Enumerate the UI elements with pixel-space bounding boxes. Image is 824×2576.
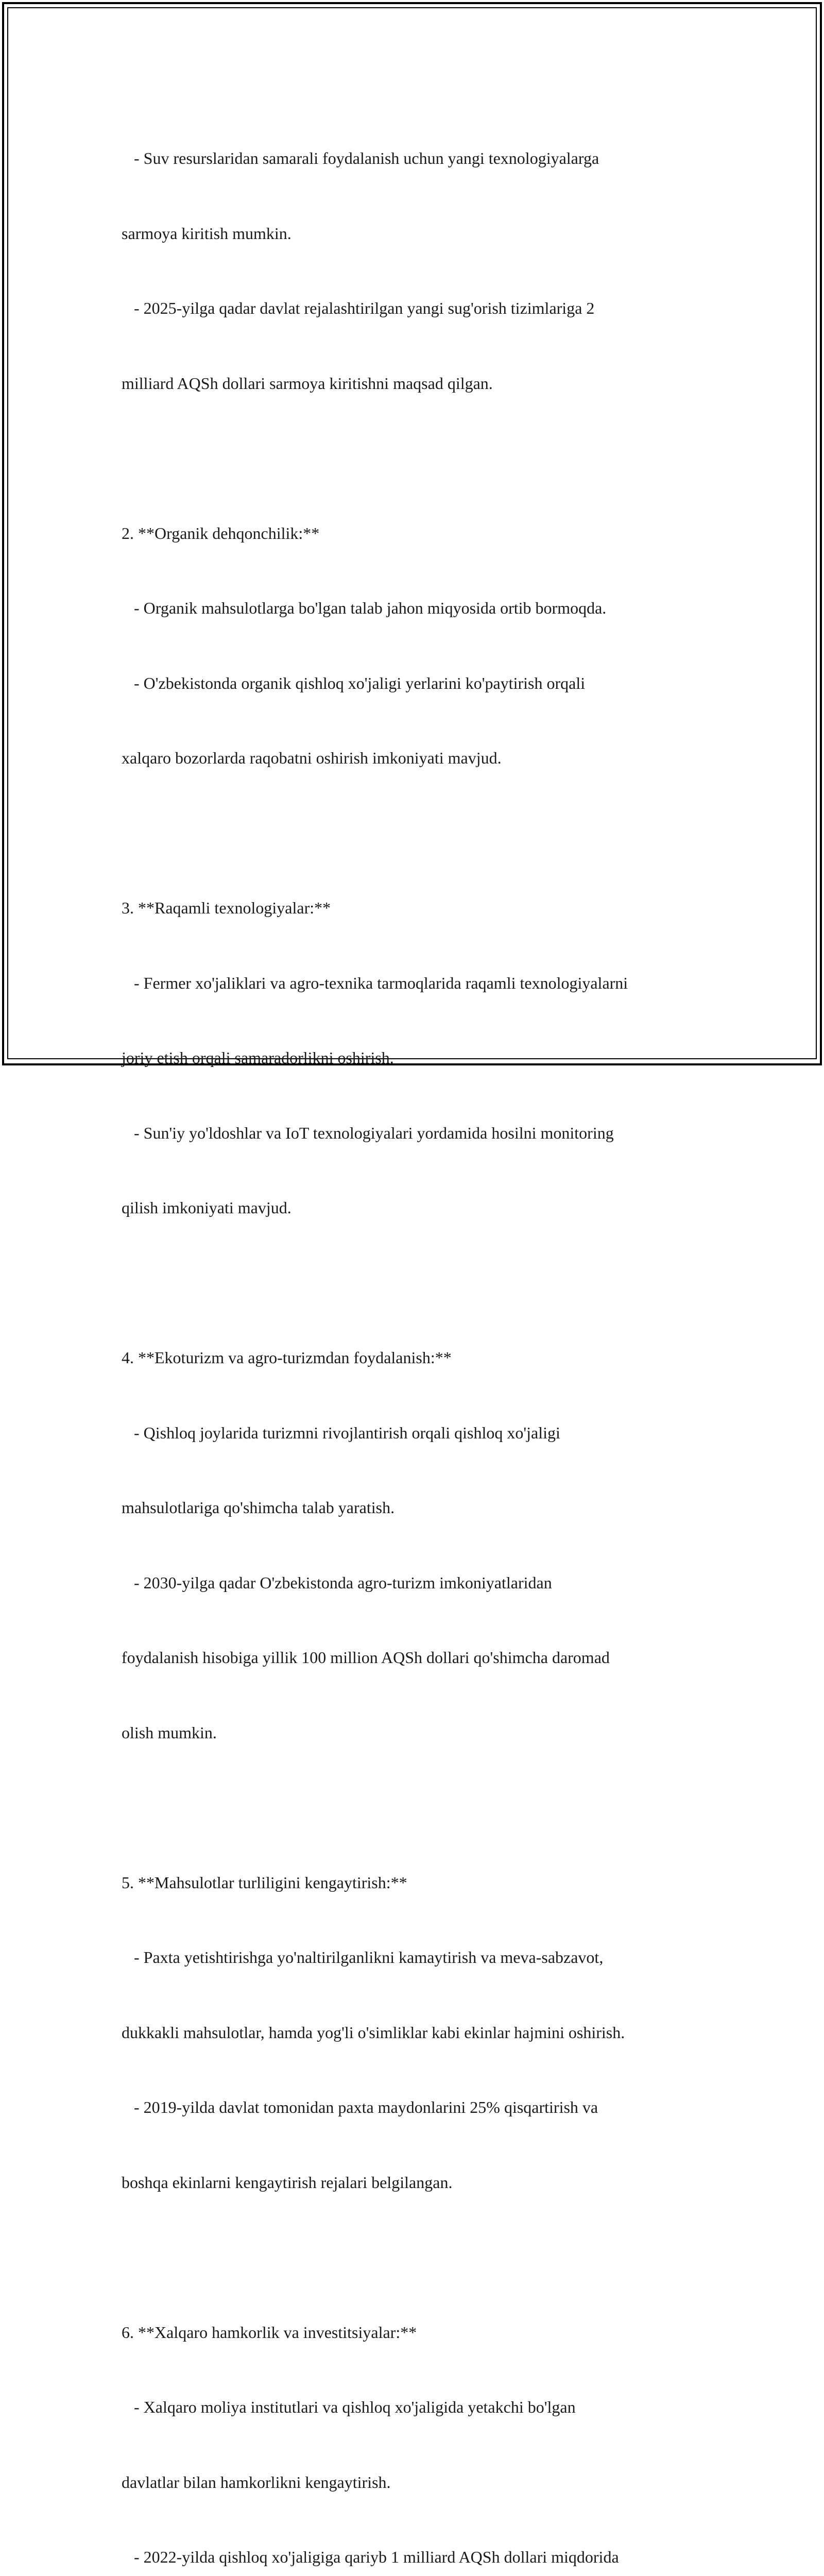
text-line: - Paxta yetishtirishga yo'naltirilganlikni kamaytirish va meva-sabzavot, <box>122 1948 604 1967</box>
text-line: - Xalqaro moliya institutlari va qishloq xo'jaligida yetakchi bo'lgan <box>122 2398 576 2416</box>
text-line: boshqa ekinlarni kengaytirish rejalari belgilangan. <box>122 2173 453 2192</box>
text-line: - Organik mahsulotlarga bo'lgan talab jahon miqyosida ortib bormoqda. <box>122 599 607 617</box>
text-line: mahsulotlariga qo'shimcha talab yaratish. <box>122 1498 395 1517</box>
text-line: - Sun'iy yo'ldoshlar va IoT texnologiyalari yordamida hosilni monitoring <box>122 1123 614 1142</box>
blank-line <box>122 2245 709 2270</box>
blank-line <box>122 1795 709 1820</box>
blank-line <box>122 821 709 846</box>
text-line: - Suv resurslaridan samarali foydalanish uchun yangi texnologiyalarga <box>122 149 599 167</box>
text-line: - Fermer xo'jaliklari va agro-texnika tarmoqlarida raqamli texnologiyalarni <box>122 973 628 992</box>
section-heading: 4. **Ekoturizm va agro-turizmdan foydalanish:** <box>122 1348 452 1367</box>
document-body <box>122 96 709 2576</box>
text-line: davlatlar bilan hamkorlikni kengaytirish. <box>122 2472 391 2492</box>
text-line: - O'zbekistonda organik qishloq xo'jaligi yerlarini ko'paytirish orqali <box>122 673 586 692</box>
text-line: xalqaro bozorlarda raqobatni oshirish imkoniyati mavjud. <box>122 749 502 767</box>
blank-line <box>122 1270 709 1296</box>
text-line: sarmoya kiritish mumkin. <box>122 224 291 243</box>
text-line: foydalanish hisobiga yillik 100 million AQSh dollari qo'shimcha daromad <box>122 1648 610 1667</box>
section-heading: 2. **Organik dehqonchilik:** <box>122 523 320 543</box>
section-heading: 5. **Mahsulotlar turliligini kengaytirish:** <box>122 1873 407 1892</box>
blank-line <box>122 446 709 471</box>
text-line: qilish imkoniyati mavjud. <box>122 1198 291 1217</box>
section-heading: 6. **Xalqaro hamkorlik va investitsiyalar:** <box>122 2323 417 2342</box>
text-line: - Qishloq joylarida turizmni rivojlantirish orqali qishloq xo'jaligi <box>122 1423 560 1442</box>
text-line: joriy etish orqali samaradorlikni oshirish. <box>122 1048 394 1067</box>
text-line: - 2022-yilda qishloq xo'jaligiga qariyb 1 milliard AQSh dollari miqdorida <box>122 2548 619 2566</box>
section-heading: 3. **Raqamli texnologiyalar:** <box>122 899 331 917</box>
text-line: olish mumkin. <box>122 1723 217 1742</box>
text-line: - 2019-yilda davlat tomonidan paxta maydonlarini 25% qisqartirish va <box>122 2098 598 2116</box>
text-line: - 2030-yilga qadar O'zbekistonda agro-turizm imkoniyatlaridan <box>122 1573 552 1592</box>
text-line: dukkakli mahsulotlar, hamda yog'li o'simliklar kabi ekinlar hajmini oshirish. <box>122 2023 625 2042</box>
text-line: milliard AQSh dollari sarmoya kiritishni maqsad qilgan. <box>122 374 493 393</box>
text-line: - 2025-yilga qadar davlat rejalashtirilgan yangi sug'orish tizimlariga 2 <box>122 299 595 317</box>
